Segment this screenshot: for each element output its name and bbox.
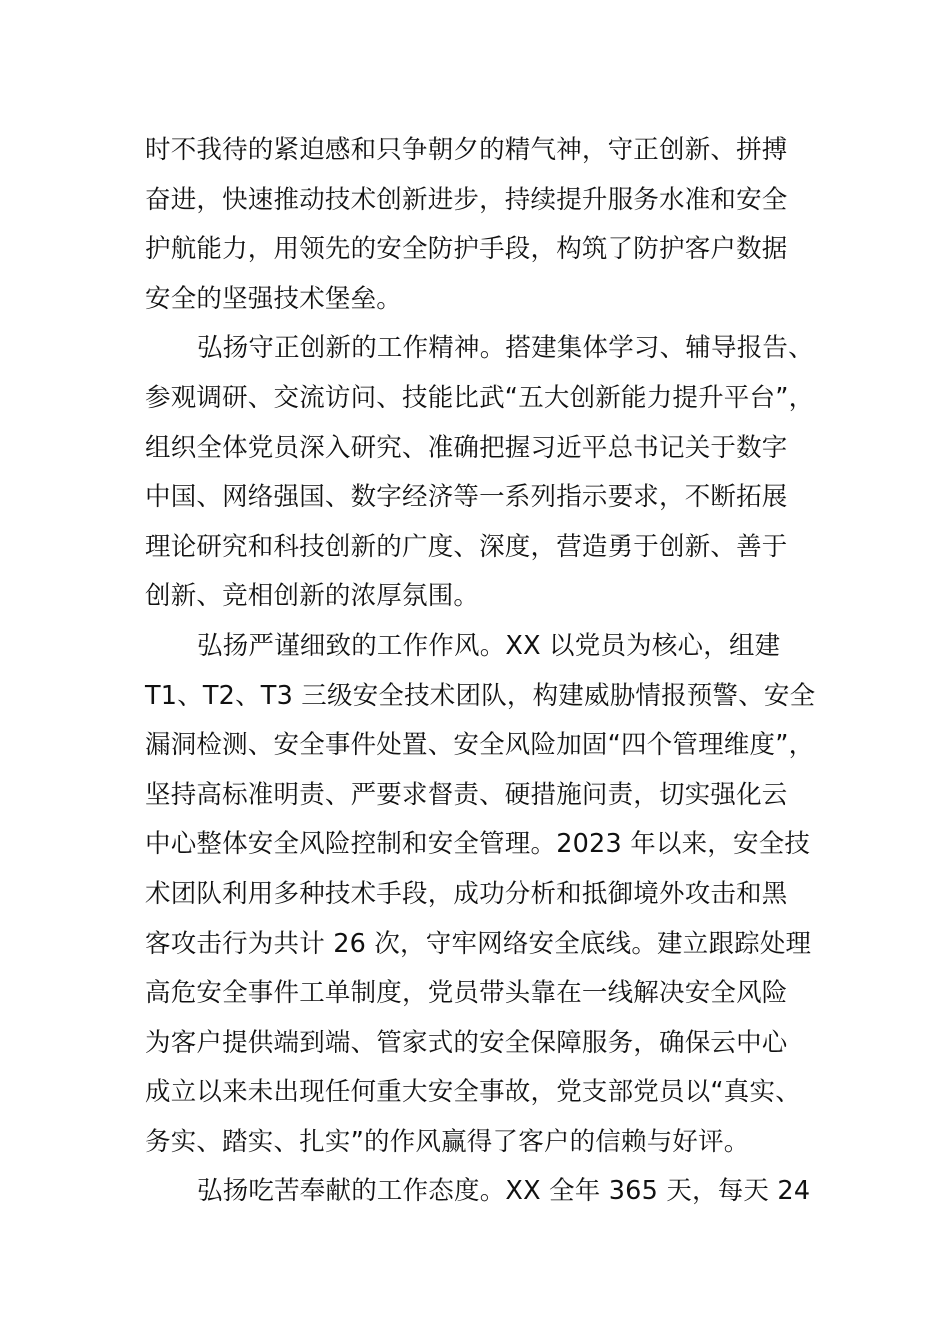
- text-line: 成立以来未出现任何重大安全事故，党支部党员以“真实、: [145, 1077, 801, 1108]
- text-line: 为客户提供端到端、管家式的安全保障服务，确保云中心: [145, 1027, 788, 1058]
- text-line: T1、T2、T3 三级安全技术团队，构建威胁情报预警、安全: [145, 680, 816, 711]
- text-line: 组织全体党员深入研究、准确把握习近平总书记关于数字: [145, 432, 788, 463]
- paragraph-start-line: 弘扬吃苦奉献的工作态度。XX 全年 365 天，每天 24: [197, 1176, 811, 1207]
- text-line: 务实、踏实、扎实”的作风赢得了客户的信赖与好评。: [145, 1126, 750, 1157]
- text-line: 术团队利用多种技术手段，成功分析和抵御境外攻击和黑: [145, 878, 788, 909]
- text-line: 漏洞检测、安全事件处置、安全风险加固“四个管理维度”，: [145, 730, 815, 761]
- body-text: [145, 126, 825, 1217]
- text-line: 坚持高标准明责、严要求督责、硬措施问责，切实强化云: [145, 779, 788, 810]
- text-line: 高危安全事件工单制度，党员带头靠在一线解决安全风险: [145, 978, 788, 1009]
- text-line: 客攻击行为共计 26 次，守牢网络安全底线。建立跟踪处理: [145, 928, 812, 959]
- text-line: 时不我待的紧迫感和只争朝夕的精气神，守正创新、拼搏: [145, 135, 788, 165]
- text-line: 护航能力，用领先的安全防护手段，构筑了防护客户数据: [145, 234, 788, 265]
- text-line: 安全的坚强技术堡垒。: [145, 283, 403, 314]
- text-line: 理论研究和科技创新的广度、深度，营造勇于创新、善于: [145, 531, 788, 562]
- paragraph-start-line: 弘扬严谨细致的工作作风。XX 以党员为核心，组建: [197, 630, 781, 661]
- text-line: 创新、竞相创新的浓厚氛围。: [145, 581, 480, 612]
- text-line: 参观调研、交流访问、技能比武“五大创新能力提升平台”，: [145, 382, 815, 413]
- text-line: 中国、网络强国、数字经济等一系列指示要求，不断拓展: [145, 482, 788, 513]
- text-line: 奋进，快速推动技术创新进步，持续提升服务水准和安全: [145, 184, 788, 215]
- paragraph-start-line: 弘扬守正创新的工作精神。搭建集体学习、辅导报告、: [197, 333, 814, 364]
- text-line: 中心整体安全风险控制和安全管理。2023 年以来，安全技: [145, 829, 811, 860]
